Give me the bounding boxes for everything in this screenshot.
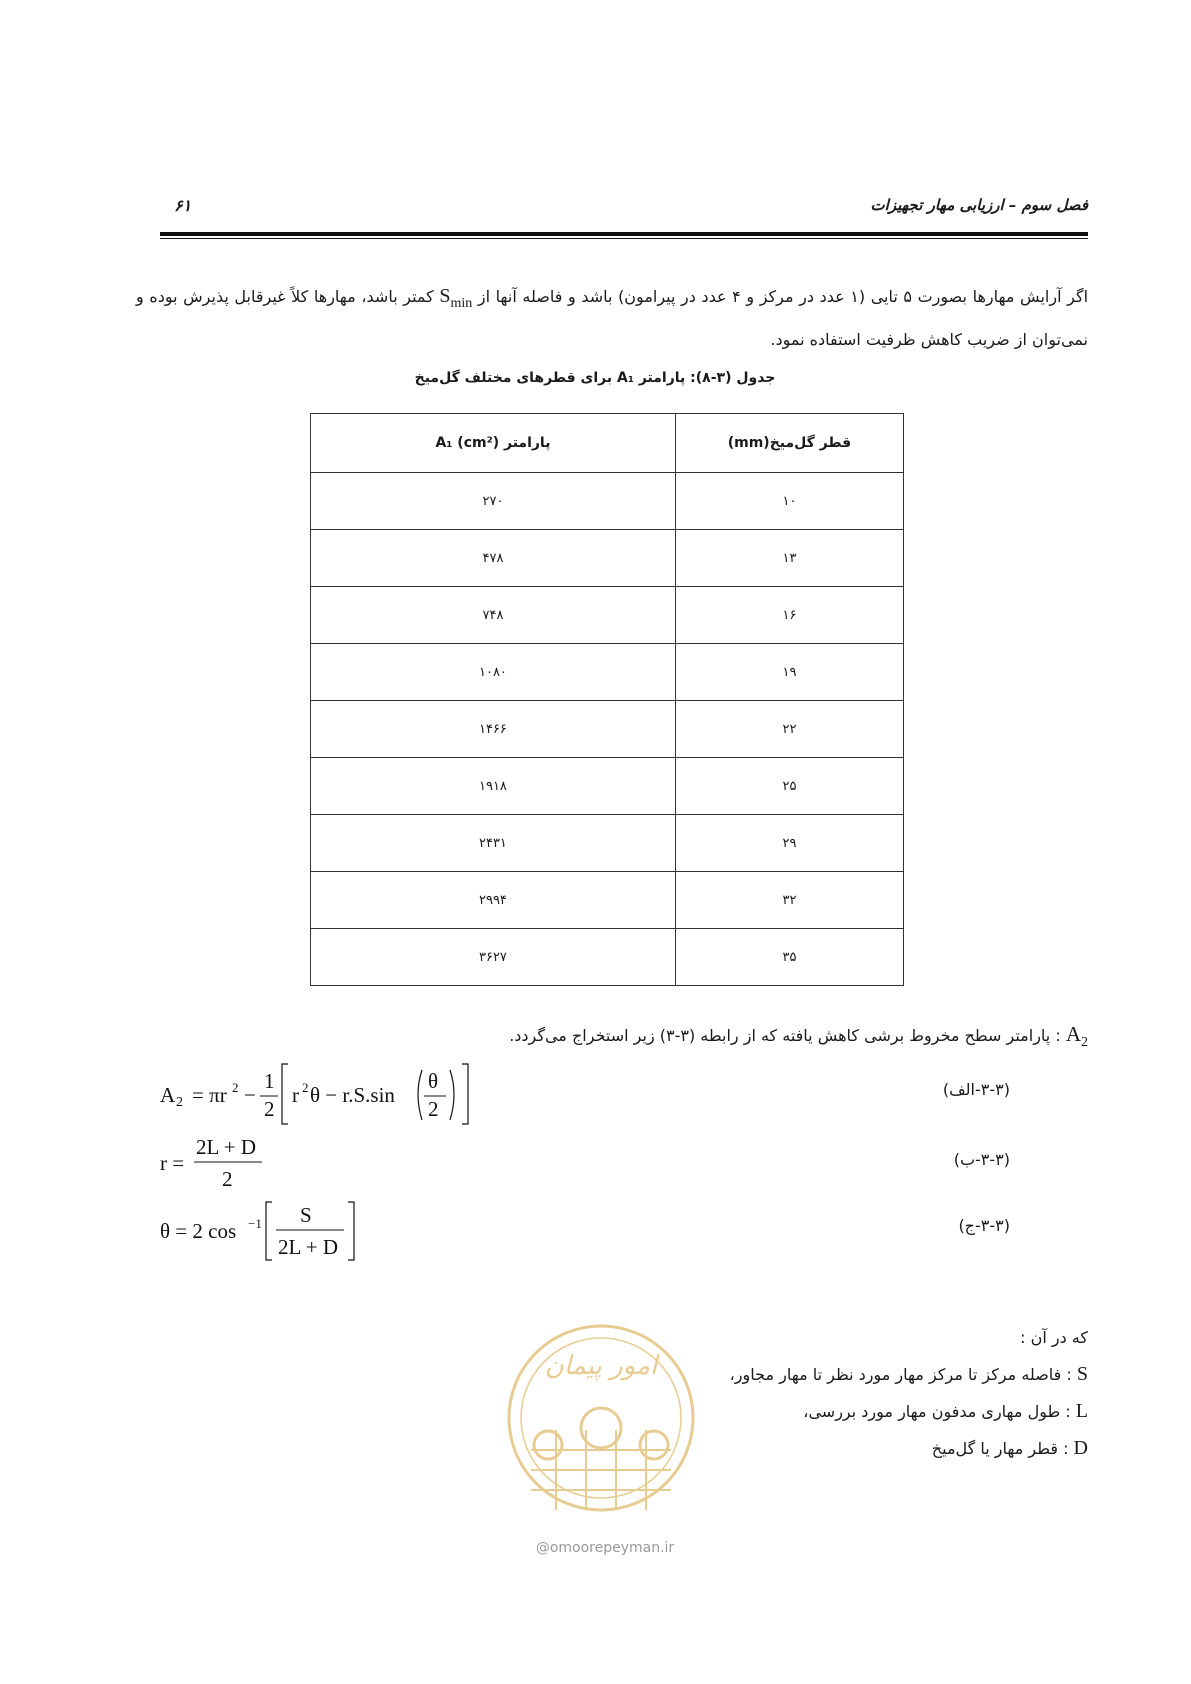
definition-item <box>500 1356 1088 1393</box>
svg-text:2: 2 <box>176 1095 183 1110</box>
table-row <box>311 929 904 986</box>
svg-text:r =: r = <box>160 1151 185 1175</box>
chapter-title: فصل سوم – ارزیابی مهار تجهیزات <box>870 196 1088 214</box>
page-header <box>160 196 1088 226</box>
stud-diameter-cell: ۲۵ <box>675 758 903 815</box>
svg-text:r: r <box>292 1083 299 1107</box>
table-row <box>311 530 904 587</box>
a1-table <box>310 413 904 986</box>
svg-text:−1: −1 <box>248 1216 262 1231</box>
stud-diameter-cell: ۳۵ <box>675 929 903 986</box>
a1-value-cell: ۱۴۶۶ <box>311 701 676 758</box>
a1-value-cell: ۴۷۸ <box>311 530 676 587</box>
equation-label-c: (۳-۳-ج) <box>958 1216 1010 1235</box>
stud-diameter-cell: ۱۹ <box>675 644 903 701</box>
definition-symbol: D <box>1073 1437 1088 1459</box>
svg-text:2: 2 <box>428 1097 439 1121</box>
svg-text:−: − <box>244 1083 256 1107</box>
equation-a2 <box>160 1058 520 1136</box>
table-row <box>311 872 904 929</box>
definition-item <box>500 1393 1088 1430</box>
svg-text:2L + D: 2L + D <box>196 1135 257 1159</box>
paragraph-part2: کمتر باشد، مهارها کلاً غیرقابل پذیرش بوده و نمی‌توان از ضریب کاهش ظرفیت استفاده نمود. <box>136 287 1088 349</box>
table-caption: جدول (۳-۸): پارامتر A₁ برای قطرهای مختلف گل‌میخ <box>414 370 776 386</box>
svg-text:1: 1 <box>264 1069 275 1093</box>
table-row <box>311 815 904 872</box>
a1-value-cell: ۲۹۹۴ <box>311 872 676 929</box>
equation-a2-graphic <box>160 1058 520 1130</box>
definition-symbol: S <box>1076 1363 1088 1385</box>
watermark-url: @omoorepeyman.ir <box>535 1540 675 1556</box>
header-rule-thick <box>160 232 1088 236</box>
equation-label-b: (۳-۳-ب) <box>953 1150 1010 1169</box>
definition-text: : فاصله مرکز تا مرکز مهار مورد نظر تا مهار مجاور، <box>729 1365 1072 1384</box>
stud-diameter-cell: ۲۹ <box>675 815 903 872</box>
svg-text:امور پیمان: امور پیمان <box>544 1351 658 1381</box>
definition-text: : قطر مهار یا گل‌میخ <box>931 1439 1069 1458</box>
stud-diameter-cell: ۱۶ <box>675 587 903 644</box>
a1-value-cell: ۷۴۸ <box>311 587 676 644</box>
body-paragraph <box>136 278 1088 358</box>
table-row <box>311 758 904 815</box>
a1-value-cell: ۲۷۰ <box>311 473 676 530</box>
svg-text:2: 2 <box>302 1080 309 1095</box>
svg-text:A: A <box>160 1083 176 1107</box>
a1-value-cell: ۱۹۱۸ <box>311 758 676 815</box>
equation-r <box>160 1130 300 1202</box>
a1-value-cell: ۱۰۸۰ <box>311 644 676 701</box>
definition-text: : طول مهاری مدفون مهار مورد بررسی، <box>803 1402 1071 1421</box>
stud-diameter-cell: ۱۳ <box>675 530 903 587</box>
stud-diameter-cell: ۱۰ <box>675 473 903 530</box>
table-row <box>311 587 904 644</box>
equation-theta <box>160 1196 380 1272</box>
definition-item <box>500 1430 1088 1467</box>
a1-value-cell: ۲۴۳۱ <box>311 815 676 872</box>
table-row <box>311 701 904 758</box>
a2-text: : پارامتر سطح مخروط برشی کاهش یافته که از رابطه (۳-۳) زیر استخراج می‌گردد. <box>509 1026 1061 1045</box>
equation-theta-graphic <box>160 1196 380 1266</box>
table-row <box>311 473 904 530</box>
header-stud-diameter: قطر گل‌میخ(mm) <box>675 414 903 473</box>
equation-label-a: (۳-۳-الف) <box>942 1080 1010 1099</box>
stud-diameter-cell: ۳۲ <box>675 872 903 929</box>
table-row <box>311 644 904 701</box>
svg-text:2: 2 <box>264 1097 275 1121</box>
header-a1-parameter: پارامتر A₁ (cm²) <box>311 414 676 473</box>
equation-r-graphic <box>160 1130 300 1196</box>
svg-text:= πr: = πr <box>192 1083 227 1107</box>
page-number: ۶۱ <box>174 196 192 215</box>
a2-symbol: $A_2$ <box>1065 1022 1088 1051</box>
definitions-intro: که در آن : <box>1020 1328 1088 1347</box>
table-header-row <box>311 414 904 473</box>
a2-definition <box>400 1022 1088 1051</box>
svg-text:2: 2 <box>222 1167 233 1191</box>
smin-symbol: $S_{min}$ <box>439 285 473 311</box>
svg-text:θ = 2 cos: θ = 2 cos <box>160 1219 237 1243</box>
paragraph-part1: اگر آرایش مهارها بصورت ۵ تایی (۱ عدد در مرکز و ۴ عدد در پیرامون) باشد و فاصله آنها از <box>477 287 1089 306</box>
svg-text:S: S <box>300 1203 312 1227</box>
svg-text:2: 2 <box>232 1080 239 1095</box>
svg-text:θ: θ <box>428 1069 439 1093</box>
svg-text:2L + D: 2L + D <box>278 1235 339 1259</box>
svg-text:θ − r.S.sin: θ − r.S.sin <box>310 1083 395 1107</box>
definition-symbol: L <box>1075 1400 1088 1422</box>
stud-diameter-cell: ۲۲ <box>675 701 903 758</box>
header-rule-thin <box>160 238 1088 239</box>
variable-definitions <box>500 1320 1088 1467</box>
a1-value-cell: ۳۶۲۷ <box>311 929 676 986</box>
